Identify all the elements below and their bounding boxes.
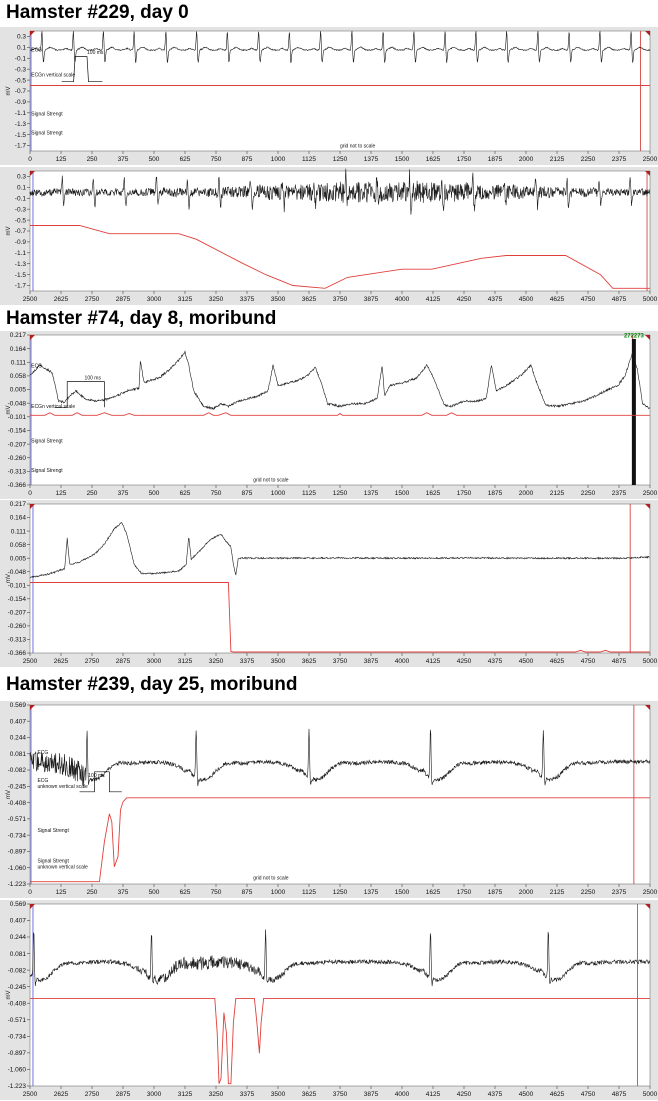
y-axis-label: mV [6,574,12,583]
y-tick-label: -0.408 [7,799,26,807]
x-tick-label: 2500 [22,296,38,303]
annotation-label: ECG [37,749,49,756]
y-tick-label: -0.9 [14,99,26,107]
y-tick-label: -0.260 [7,454,26,462]
x-tick-label: 2750 [84,658,100,665]
y-tick-label: -0.207 [7,609,26,617]
annotation-label: Signal Strengt [31,438,63,445]
x-tick-label: 250 [86,889,98,896]
x-tick-label: 2250 [580,490,596,497]
x-tick-label: 4000 [394,658,410,665]
y-tick-label: -0.571 [7,1016,26,1024]
annotation-label: ECG [31,47,43,54]
chart-title-hamster-229: Hamster #229, day 0 [6,2,189,23]
y-tick-label: -1.7 [14,282,26,290]
annotation-label: 100 ms [84,375,101,382]
y-axis-label: mV [6,990,12,1000]
y-tick-label: -0.082 [7,767,26,775]
y-tick-label: -0.734 [7,832,26,840]
y-tick-label: -0.734 [7,1033,26,1041]
annotation-label: ECG [31,363,43,370]
annotation-label: ECG [37,777,49,784]
x-tick-label: 1125 [302,889,316,896]
x-tick-label: 4625 [549,296,565,303]
y-tick-label: -0.048 [7,400,26,408]
annotation-label: Signal Strengt [37,827,69,834]
annotation-label: grid not to scale [253,875,289,882]
y-tick-label: -0.048 [7,568,26,576]
y-tick-label: -1.7 [14,142,26,150]
y-tick-label: -1.060 [7,864,26,872]
y-tick-label: -0.7 [14,228,26,236]
y-tick-label: -0.5 [14,217,26,225]
y-tick-label: -0.408 [7,1000,26,1008]
y-tick-label: 0.1 [16,184,26,192]
x-tick-label: 3625 [301,296,317,303]
y-tick-label: -0.154 [7,427,26,435]
x-tick-label: 2875 [115,658,131,665]
x-tick-label: 625 [179,490,191,497]
x-tick-label: 4750 [580,658,596,665]
y-axis-label: mV [6,226,12,236]
x-tick-label: 0 [28,156,32,163]
x-tick-label: 2500 [642,889,658,896]
x-tick-label: 2125 [549,156,565,163]
x-tick-label: 5000 [642,296,658,303]
x-tick-label: 2000 [518,889,534,896]
x-tick-label: 3500 [270,296,286,303]
x-tick-label: 3875 [363,1091,379,1098]
x-tick-label: 4375 [487,1091,503,1098]
x-tick-label: 4500 [518,658,534,665]
x-tick-label: 4000 [394,296,410,303]
x-tick-label: 3375 [239,658,255,665]
x-tick-label: 3125 [177,296,193,303]
x-tick-label: 1875 [487,889,503,896]
x-tick-label: 3000 [146,296,162,303]
x-tick-label: 3250 [208,1091,224,1098]
x-tick-label: 3500 [270,1091,286,1098]
x-tick-label: 3375 [239,296,255,303]
y-tick-label: -0.101 [7,582,26,590]
y-tick-label: -1.3 [14,260,26,268]
x-tick-label: 250 [86,156,98,163]
x-tick-label: 3250 [208,296,224,303]
x-tick-label: 3750 [332,296,348,303]
x-tick-label: 4375 [487,658,503,665]
y-tick-label: -0.571 [7,816,26,824]
y-tick-label: 0.569 [9,702,26,710]
x-tick-label: 625 [179,889,191,896]
y-tick-label: -0.082 [7,967,26,975]
x-tick-label: 3375 [239,1091,255,1098]
x-tick-label: 4625 [549,658,565,665]
x-tick-label: 1000 [270,889,286,896]
x-tick-label: 2875 [115,296,131,303]
x-tick-label: 1750 [456,490,472,497]
x-tick-label: 2500 [642,490,658,497]
x-tick-label: 2625 [53,658,69,665]
y-tick-label: -0.366 [7,650,26,658]
y-tick-label: 0.058 [9,541,26,549]
annotation-label: 100 ms [88,772,105,779]
x-tick-label: 3000 [146,1091,162,1098]
x-tick-label: 4500 [518,1091,534,1098]
y-tick-label: -1.5 [14,131,26,139]
y-tick-label: -0.9 [14,239,26,247]
y-tick-label: -0.260 [7,623,26,631]
y-tick-label: -0.897 [7,1050,26,1058]
y-tick-label: -0.897 [7,848,26,856]
x-tick-label: 3125 [177,658,193,665]
x-tick-label: 4875 [611,296,627,303]
x-tick-label: 2875 [115,1091,131,1098]
x-tick-label: 625 [179,156,191,163]
y-tick-label: 0.164 [9,345,26,353]
y-tick-label: 0.3 [16,33,26,41]
y-tick-label: -0.207 [7,441,26,449]
x-tick-label: 1750 [456,889,472,896]
annotation-label: Signal Strengt [31,111,63,118]
ecg-panel-239-2500-5000 [0,900,658,1100]
chart-title-hamster-74: Hamster #74, day 8, moribund [6,308,277,329]
x-tick-label: 1375 [363,889,379,896]
y-tick-label: 0.081 [9,950,26,958]
y-tick-label: -0.154 [7,596,26,604]
y-tick-label: 0.217 [9,332,26,340]
y-tick-label: -0.313 [7,468,26,476]
x-tick-label: 4250 [456,658,472,665]
y-tick-label: -1.3 [14,120,26,128]
annotation-label: grid not to scale [340,143,376,150]
y-tick-label: -0.313 [7,636,26,644]
y-axis-label: mV [6,86,12,96]
y-tick-label: -0.3 [14,206,26,214]
x-tick-label: 4875 [611,1091,627,1098]
x-tick-label: 2000 [518,156,534,163]
y-tick-label: 0.005 [9,386,26,394]
annotation-label: 272 [623,333,634,340]
x-tick-label: 750 [210,889,222,896]
x-tick-label: 750 [210,156,222,163]
x-tick-label: 125 [55,156,67,163]
y-tick-label: 0.1 [16,44,26,52]
x-tick-label: 2375 [611,490,627,497]
y-tick-label: -1.060 [7,1066,26,1074]
x-tick-label: 375 [117,889,129,896]
x-tick-label: 3875 [363,658,379,665]
y-axis-label: mV [6,790,12,799]
x-tick-label: 125 [55,889,67,896]
x-tick-label: 4125 [425,1091,441,1098]
x-tick-label: 2500 [22,1091,38,1098]
x-tick-label: 3250 [208,658,224,665]
x-tick-label: 2000 [518,490,534,497]
x-tick-label: 4125 [425,296,441,303]
x-tick-label: 1250 [332,889,348,896]
x-tick-label: 250 [86,490,98,497]
x-tick-label: 1000 [270,156,286,163]
x-tick-label: 875 [241,490,253,497]
annotation-label: Signal Strengt [31,130,63,137]
y-tick-label: -0.1 [14,55,26,63]
x-tick-label: 2625 [53,1091,69,1098]
x-tick-label: 1000 [270,490,286,497]
x-tick-label: 750 [210,490,222,497]
x-tick-label: 3000 [146,658,162,665]
ecg-panel-239-0-2500 [0,701,658,898]
annotation-label: Signal Strengt [31,467,63,474]
x-tick-label: 2250 [580,889,596,896]
x-tick-label: 4000 [394,1091,410,1098]
y-tick-label: 0.111 [10,359,26,367]
x-tick-label: 3125 [177,1091,193,1098]
ecg-panel-229-0-2500 [0,27,658,165]
plot-area [30,335,650,485]
y-tick-label: 0.164 [9,514,26,522]
y-tick-label: 0.3 [16,173,26,181]
x-tick-label: 500 [148,889,160,896]
x-tick-label: 375 [117,156,129,163]
x-tick-label: 4375 [487,296,503,303]
ecg-panel-74-0-2500 [0,331,658,499]
y-tick-label: -1.223 [7,1083,26,1091]
x-tick-label: 1375 [363,490,379,497]
x-tick-label: 1625 [425,490,441,497]
y-tick-label: 0.005 [9,555,26,563]
x-tick-label: 4750 [580,296,596,303]
x-tick-label: 1625 [425,889,441,896]
x-tick-label: 5000 [642,1091,658,1098]
x-tick-label: 4750 [580,1091,596,1098]
y-tick-label: 0.569 [9,901,26,909]
x-tick-label: 125 [55,490,67,497]
y-tick-label: 0.058 [9,373,26,381]
y-tick-label: -1.1 [14,110,26,118]
annotation-label: ECGn vertical scale [31,72,76,79]
ecg-panel-74-2500-5000 [0,500,658,667]
y-tick-label: -0.1 [14,195,26,203]
y-tick-label: -0.245 [7,783,26,791]
x-tick-label: 4625 [549,1091,565,1098]
x-tick-label: 4250 [456,296,472,303]
y-tick-label: -0.5 [14,77,26,85]
x-tick-label: 2750 [84,1091,100,1098]
x-tick-label: 3750 [332,658,348,665]
plot-area [30,31,650,151]
x-tick-label: 3500 [270,658,286,665]
plot-area [30,504,650,653]
x-tick-label: 1125 [302,156,316,163]
x-tick-label: 1500 [394,490,410,497]
x-tick-label: 2250 [580,156,596,163]
x-tick-label: 4500 [518,296,534,303]
y-tick-label: 0.407 [9,917,26,925]
x-tick-label: 375 [117,490,129,497]
x-tick-label: 2375 [611,889,627,896]
x-tick-label: 3875 [363,296,379,303]
y-tick-label: 0.081 [9,750,26,758]
y-tick-label: -1.223 [7,881,26,889]
x-tick-label: 1750 [456,156,472,163]
x-tick-label: 2125 [549,490,565,497]
y-tick-label: -0.3 [14,66,26,74]
x-tick-label: 1125 [302,490,316,497]
x-tick-label: 500 [148,490,160,497]
x-tick-label: 1875 [487,490,503,497]
x-tick-label: 2375 [611,156,627,163]
y-tick-label: -1.1 [14,250,26,258]
y-tick-label: -0.101 [7,414,26,422]
x-tick-label: 0 [28,889,32,896]
y-tick-label: 0.407 [9,718,26,726]
annotation-label: grid not to scale [253,477,289,484]
x-tick-label: 1375 [363,156,379,163]
x-tick-label: 500 [148,156,160,163]
x-tick-label: 3625 [301,658,317,665]
annotation-label: 273 [633,333,644,340]
x-tick-label: 4125 [425,658,441,665]
x-tick-label: 2750 [84,296,100,303]
x-tick-label: 1250 [332,156,348,163]
plot-area [30,705,650,884]
x-tick-label: 1250 [332,490,348,497]
y-tick-label: 0.111 [10,528,26,536]
plot-area [30,904,650,1086]
annotation-label: 100 ms [87,49,104,56]
x-tick-label: 2125 [549,889,565,896]
annotation-label: unknown vertical scale [37,864,88,871]
y-tick-label: -0.366 [7,482,26,490]
annotation-label: unknown vertical scale [37,783,88,790]
y-tick-label: -1.5 [14,271,26,279]
x-tick-label: 3750 [332,1091,348,1098]
y-tick-label: 0.217 [9,501,26,509]
annotation-label: Signal Strengt [37,858,69,865]
x-tick-label: 2500 [642,156,658,163]
chart-title-hamster-239: Hamster #239, day 25, moribund [6,674,298,695]
x-tick-label: 4250 [456,1091,472,1098]
annotation-label: ECGn vertical scale [31,403,76,410]
y-tick-label: -0.245 [7,983,26,991]
x-tick-label: 1500 [394,156,410,163]
x-tick-label: 5000 [642,658,658,665]
y-tick-label: 0.244 [9,934,26,942]
x-tick-label: 0 [28,490,32,497]
y-axis-label: mV [6,405,12,415]
x-tick-label: 875 [241,156,253,163]
x-tick-label: 875 [241,889,253,896]
x-tick-label: 2625 [53,296,69,303]
x-tick-label: 4875 [611,658,627,665]
x-tick-label: 1625 [425,156,441,163]
x-tick-label: 3625 [301,1091,317,1098]
x-tick-label: 2500 [22,658,38,665]
x-tick-label: 1500 [394,889,410,896]
ecg-panel-229-2500-5000 [0,167,658,305]
y-tick-label: 0.244 [9,734,26,742]
y-tick-label: -0.7 [14,88,26,96]
x-tick-label: 1875 [487,156,503,163]
